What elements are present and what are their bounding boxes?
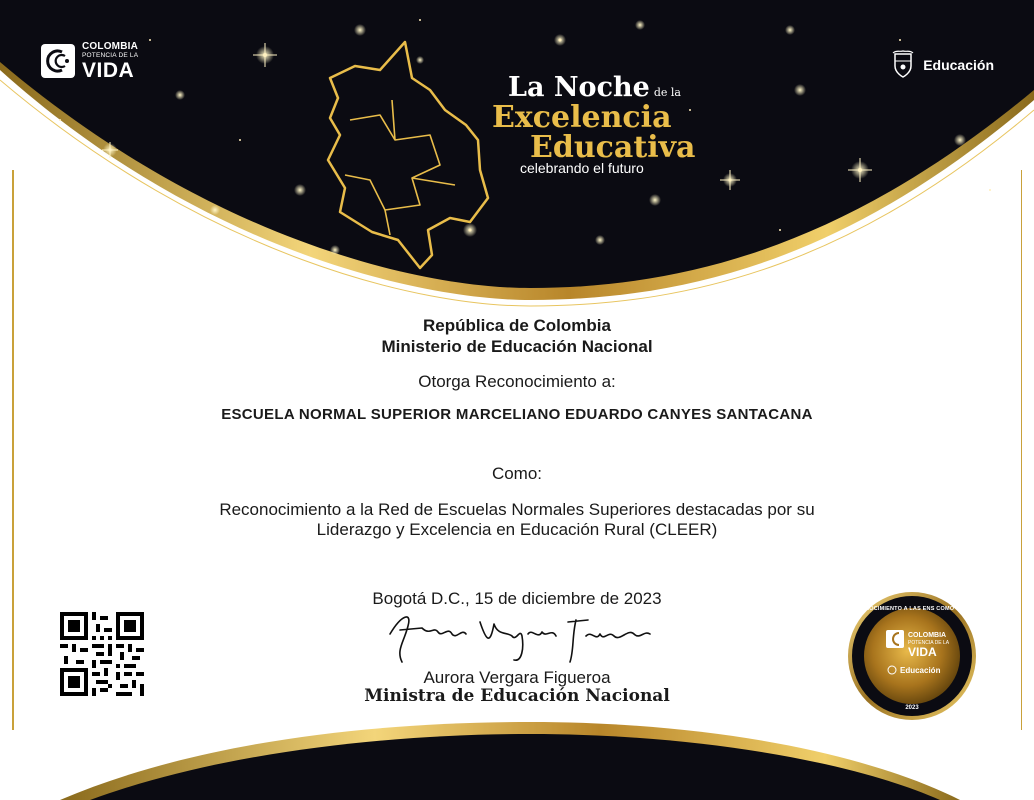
event-title-educativa: Educativa <box>530 130 696 165</box>
header-night-sky-banner <box>0 0 1034 310</box>
ministry-education-logo <box>890 50 994 80</box>
qr-code[interactable] <box>60 612 144 696</box>
grants-recognition-text: Otorga Reconocimiento a: <box>418 372 616 391</box>
recipient-name: ESCUELA NORMAL SUPERIOR MARCELIANO EDUARDO CANYES SANTACANA <box>221 406 813 423</box>
ministry-logo-label: Educación <box>923 57 994 73</box>
signer-title: Ministra de Educación Nacional <box>364 686 670 706</box>
recognition-reason-line-2: Liderazgo y Excelencia en Educación Rural (CLEER) <box>316 520 718 539</box>
seal-top-text: RECONOCIMIENTO A LAS ENS COMO CLEER <box>848 606 976 612</box>
footer-gold-wave <box>0 700 1034 800</box>
issuer-ministry: Ministerio de Educación Nacional <box>381 337 653 356</box>
colombia-potencia-vida-logo <box>40 42 138 81</box>
frame-right-line <box>1021 170 1023 730</box>
logo-line-colombia: COLOMBIA <box>82 41 139 52</box>
colombia-cube-icon <box>40 43 76 79</box>
issue-date: Bogotá D.C., 15 de diciembre de 2023 <box>372 589 662 608</box>
event-title-la-noche: La Noche <box>508 72 650 103</box>
seal-year: 2023 <box>905 705 919 711</box>
seal-brand-vida: VIDA <box>908 645 937 659</box>
frame-left-line <box>12 170 14 730</box>
seal-ministry: Educación <box>900 666 941 675</box>
seal-brand-colombia: COLOMBIA <box>908 632 947 639</box>
event-title-de-la: de la <box>653 86 681 99</box>
signer-name: Aurora Vergara Figueroa <box>423 668 611 687</box>
recognition-reason-line-1: Reconocimiento a la Red de Escuelas Normales Superiores destacadas por su <box>219 500 815 519</box>
handwritten-signature <box>382 606 662 668</box>
event-tagline: celebrando el futuro <box>520 160 644 176</box>
logo-line-vida: VIDA <box>82 58 135 82</box>
as-label: Como: <box>491 464 543 483</box>
coat-of-arms-icon <box>890 50 916 80</box>
issuer-country: República de Colombia <box>423 316 611 335</box>
logo-line-potencia: POTENCIA DE LA <box>82 52 139 59</box>
event-title-excelencia: Excelencia <box>492 100 672 135</box>
seal-brand-potencia: POTENCIA DE LA <box>908 640 950 646</box>
